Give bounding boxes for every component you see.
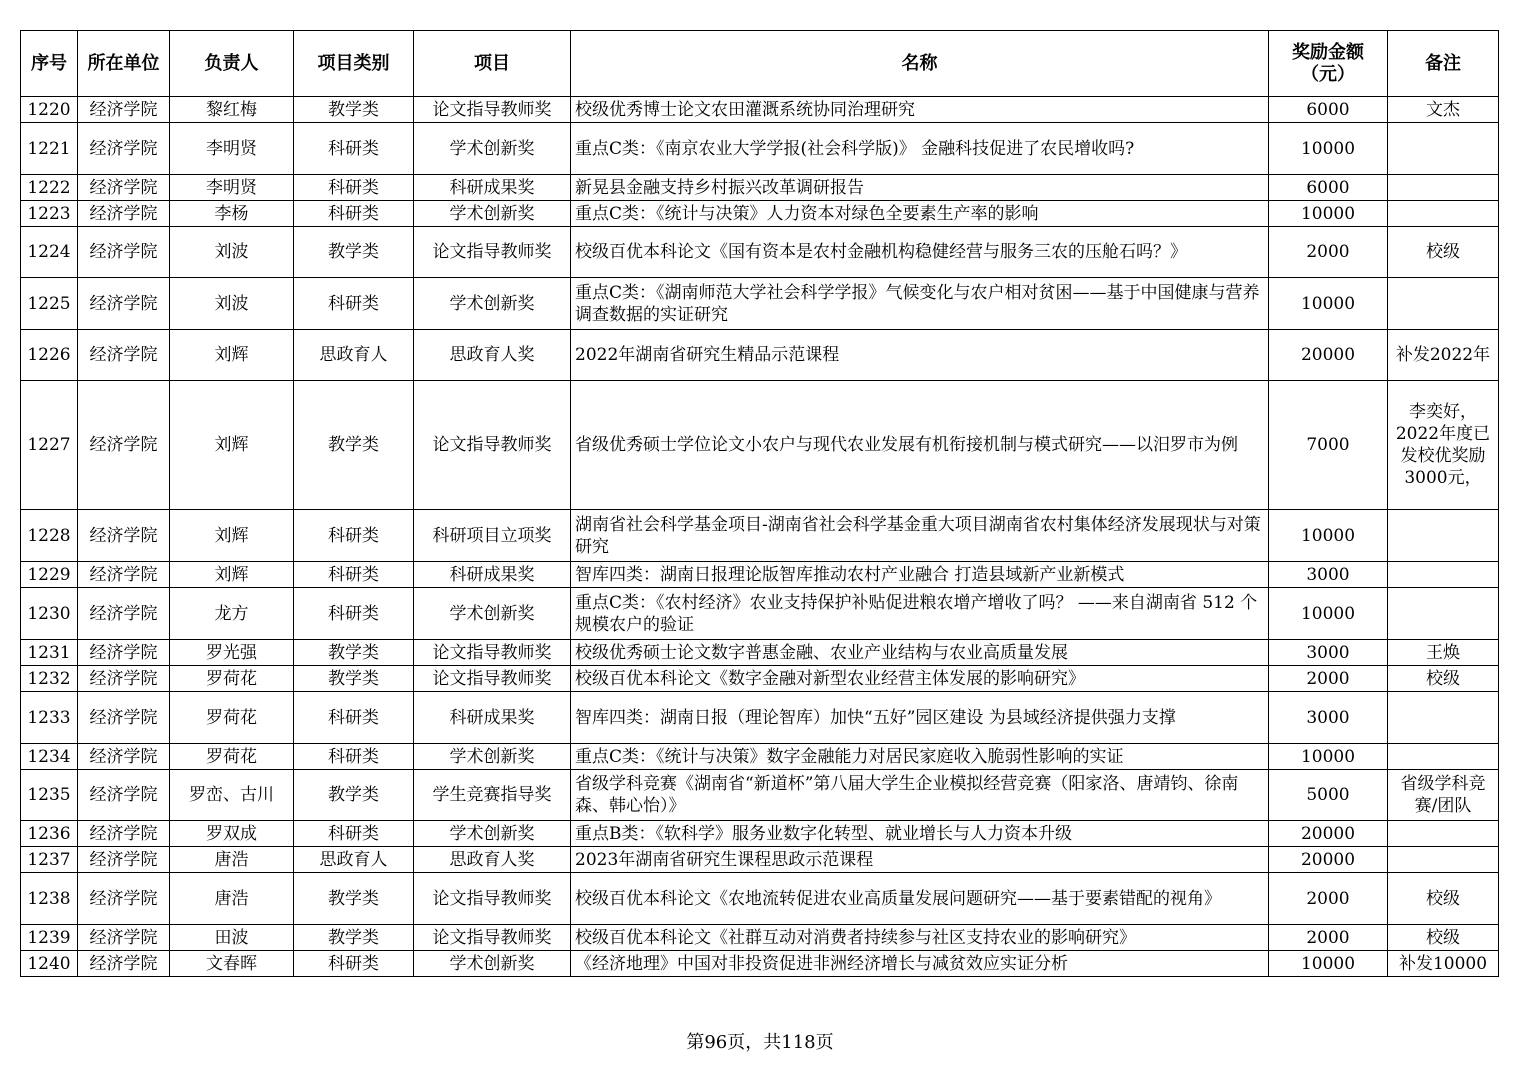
- cell-unit: 经济学院: [78, 951, 170, 977]
- cell-amount: 10000: [1269, 588, 1388, 640]
- header-cell: 名称: [571, 31, 1269, 97]
- cell-no: 1223: [21, 201, 78, 227]
- cell-note: 李奕好，2022年度已发校优奖励3000元，: [1388, 381, 1499, 510]
- cell-note: [1388, 562, 1499, 588]
- cell-name: 2023年湖南省研究生课程思政示范课程: [571, 847, 1269, 873]
- cell-person: 罗荷花: [170, 666, 294, 692]
- table-row: [21, 692, 1499, 744]
- cell-name: 重点B类：《软科学》服务业数字化转型、就业增长与人力资本升级: [571, 821, 1269, 847]
- cell-project: 论文指导教师奖: [414, 227, 571, 278]
- cell-project: 学术创新奖: [414, 123, 571, 175]
- page-footer: 第96页，共118页: [686, 1032, 834, 1053]
- cell-category: 教学类: [294, 640, 414, 666]
- cell-note: [1388, 588, 1499, 640]
- cell-no: 1225: [21, 278, 78, 330]
- cell-name: 校级百优本科论文《农地流转促进农业高质量发展问题研究——基于要素错配的视角》: [571, 873, 1269, 925]
- cell-no: 1230: [21, 588, 78, 640]
- cell-person: 罗峦、古川: [170, 770, 294, 821]
- cell-unit: 经济学院: [78, 510, 170, 562]
- cell-category: 教学类: [294, 381, 414, 510]
- cell-project: 学术创新奖: [414, 821, 571, 847]
- cell-no: 1226: [21, 330, 78, 381]
- cell-no: 1224: [21, 227, 78, 278]
- cell-person: 罗双成: [170, 821, 294, 847]
- table-row: [21, 381, 1499, 510]
- cell-no: 1221: [21, 123, 78, 175]
- cell-category: 教学类: [294, 873, 414, 925]
- table-row: [21, 123, 1499, 175]
- table-row: [21, 821, 1499, 847]
- cell-note: [1388, 821, 1499, 847]
- table-row: [21, 951, 1499, 977]
- cell-category: 科研类: [294, 588, 414, 640]
- cell-project: 学术创新奖: [414, 744, 571, 770]
- cell-project: 思政育人奖: [414, 847, 571, 873]
- cell-unit: 经济学院: [78, 847, 170, 873]
- cell-project: 科研项目立项奖: [414, 510, 571, 562]
- cell-no: 1237: [21, 847, 78, 873]
- cell-category: 思政育人: [294, 847, 414, 873]
- cell-category: 思政育人: [294, 330, 414, 381]
- cell-unit: 经济学院: [78, 227, 170, 278]
- cell-category: 科研类: [294, 278, 414, 330]
- cell-unit: 经济学院: [78, 588, 170, 640]
- header-cell: 序号: [21, 31, 78, 97]
- cell-project: 科研成果奖: [414, 562, 571, 588]
- cell-category: 教学类: [294, 770, 414, 821]
- cell-amount: 3000: [1269, 640, 1388, 666]
- cell-name: 省级优秀硕士学位论文小农户与现代农业发展有机衔接机制与模式研究——以汨罗市为例: [571, 381, 1269, 510]
- cell-amount: 2000: [1269, 925, 1388, 951]
- header-cell: 所在单位: [78, 31, 170, 97]
- cell-category: 科研类: [294, 744, 414, 770]
- cell-no: 1227: [21, 381, 78, 510]
- cell-note: [1388, 175, 1499, 201]
- cell-note: 补发2022年: [1388, 330, 1499, 381]
- header-cell: 项目类别: [294, 31, 414, 97]
- cell-category: 科研类: [294, 123, 414, 175]
- cell-amount: 10000: [1269, 744, 1388, 770]
- cell-unit: 经济学院: [78, 770, 170, 821]
- cell-project: 论文指导教师奖: [414, 873, 571, 925]
- cell-person: 罗荷花: [170, 692, 294, 744]
- cell-person: 李明贤: [170, 123, 294, 175]
- cell-unit: 经济学院: [78, 640, 170, 666]
- cell-unit: 经济学院: [78, 666, 170, 692]
- cell-no: 1238: [21, 873, 78, 925]
- cell-name: 智库四类：湖南日报（理论智库）加快“五好”园区建设 为县域经济提供强力支撑: [571, 692, 1269, 744]
- cell-person: 刘辉: [170, 381, 294, 510]
- cell-amount: 6000: [1269, 97, 1388, 123]
- cell-no: 1222: [21, 175, 78, 201]
- table-row: [21, 510, 1499, 562]
- header-cell: 奖励金额（元）: [1269, 31, 1388, 97]
- cell-category: 科研类: [294, 692, 414, 744]
- cell-person: 黎红梅: [170, 97, 294, 123]
- cell-name: 湖南省社会科学基金项目-湖南省社会科学基金重大项目湖南省农村集体经济发展现状与对策研究: [571, 510, 1269, 562]
- cell-category: 科研类: [294, 201, 414, 227]
- cell-unit: 经济学院: [78, 925, 170, 951]
- cell-name: 校级百优本科论文《数字金融对新型农业经营主体发展的影响研究》: [571, 666, 1269, 692]
- cell-person: 刘波: [170, 278, 294, 330]
- cell-no: 1232: [21, 666, 78, 692]
- cell-category: 科研类: [294, 175, 414, 201]
- cell-person: 罗光强: [170, 640, 294, 666]
- cell-project: 论文指导教师奖: [414, 97, 571, 123]
- cell-person: 李明贤: [170, 175, 294, 201]
- cell-person: 刘辉: [170, 330, 294, 381]
- table-row: [21, 562, 1499, 588]
- cell-project: 学术创新奖: [414, 951, 571, 977]
- cell-unit: 经济学院: [78, 97, 170, 123]
- cell-person: 罗荷花: [170, 744, 294, 770]
- cell-category: 教学类: [294, 666, 414, 692]
- cell-person: 李杨: [170, 201, 294, 227]
- cell-note: [1388, 847, 1499, 873]
- cell-name: 重点C类：《统计与决策》数字金融能力对居民家庭收入脆弱性影响的实证: [571, 744, 1269, 770]
- cell-note: 王焕: [1388, 640, 1499, 666]
- cell-unit: 经济学院: [78, 201, 170, 227]
- cell-category: 教学类: [294, 925, 414, 951]
- table-row: [21, 873, 1499, 925]
- cell-name: 省级学科竞赛《湖南省“新道杯”第八届大学生企业模拟经营竞赛（阳家洛、唐靖钧、徐南森、韩心怡）》: [571, 770, 1269, 821]
- cell-note: [1388, 201, 1499, 227]
- cell-project: 思政育人奖: [414, 330, 571, 381]
- cell-name: 重点C类：《南京农业大学学报(社会科学版)》 金融科技促进了农民增收吗?: [571, 123, 1269, 175]
- table-header-row: [21, 31, 1499, 97]
- cell-project: 科研成果奖: [414, 692, 571, 744]
- cell-note: [1388, 692, 1499, 744]
- cell-amount: 10000: [1269, 123, 1388, 175]
- cell-no: 1239: [21, 925, 78, 951]
- cell-no: 1236: [21, 821, 78, 847]
- table-row: [21, 97, 1499, 123]
- header-cell: 备注: [1388, 31, 1499, 97]
- cell-amount: 7000: [1269, 381, 1388, 510]
- table-row: [21, 744, 1499, 770]
- cell-amount: 2000: [1269, 227, 1388, 278]
- cell-project: 科研成果奖: [414, 175, 571, 201]
- cell-amount: 20000: [1269, 847, 1388, 873]
- cell-name: 重点C类：《农村经济》农业支持保护补贴促进粮农增产增收了吗？ ——来自湖南省 512 个规模农户的验证: [571, 588, 1269, 640]
- cell-person: 唐浩: [170, 847, 294, 873]
- cell-unit: 经济学院: [78, 562, 170, 588]
- cell-unit: 经济学院: [78, 821, 170, 847]
- cell-category: 科研类: [294, 821, 414, 847]
- cell-no: 1229: [21, 562, 78, 588]
- cell-note: 补发10000: [1388, 951, 1499, 977]
- cell-note: 校级: [1388, 873, 1499, 925]
- cell-project: 论文指导教师奖: [414, 666, 571, 692]
- cell-project: 论文指导教师奖: [414, 925, 571, 951]
- table-row: [21, 925, 1499, 951]
- cell-name: 新晃县金融支持乡村振兴改革调研报告: [571, 175, 1269, 201]
- header-cell: 负责人: [170, 31, 294, 97]
- cell-name: 智库四类：湖南日报理论版智库推动农村产业融合 打造县域新产业新模式: [571, 562, 1269, 588]
- table-row: [21, 227, 1499, 278]
- cell-note: 校级: [1388, 227, 1499, 278]
- cell-person: 刘波: [170, 227, 294, 278]
- cell-name: 校级百优本科论文《国有资本是农村金融机构稳健经营与服务三农的压舱石吗？》: [571, 227, 1269, 278]
- table-row: [21, 640, 1499, 666]
- cell-amount: 10000: [1269, 278, 1388, 330]
- cell-amount: 6000: [1269, 175, 1388, 201]
- cell-name: 2022年湖南省研究生精品示范课程: [571, 330, 1269, 381]
- cell-amount: 2000: [1269, 873, 1388, 925]
- cell-project: 论文指导教师奖: [414, 640, 571, 666]
- table-row: [21, 175, 1499, 201]
- cell-name: 重点C类：《湖南师范大学社会科学学报》气候变化与农户相对贫困——基于中国健康与营养调查数据的实证研究: [571, 278, 1269, 330]
- table-row: [21, 666, 1499, 692]
- table-body: [21, 97, 1499, 977]
- cell-category: 教学类: [294, 97, 414, 123]
- cell-unit: 经济学院: [78, 278, 170, 330]
- cell-unit: 经济学院: [78, 873, 170, 925]
- table-row: [21, 278, 1499, 330]
- cell-category: 科研类: [294, 562, 414, 588]
- cell-category: 教学类: [294, 227, 414, 278]
- cell-person: 龙方: [170, 588, 294, 640]
- cell-note: 文杰: [1388, 97, 1499, 123]
- cell-unit: 经济学院: [78, 381, 170, 510]
- cell-no: 1235: [21, 770, 78, 821]
- cell-note: 校级: [1388, 666, 1499, 692]
- cell-person: 刘辉: [170, 510, 294, 562]
- cell-name: 校级百优本科论文《社群互动对消费者持续参与社区支持农业的影响研究》: [571, 925, 1269, 951]
- cell-project: 学术创新奖: [414, 588, 571, 640]
- cell-note: 省级学科竞赛/团队: [1388, 770, 1499, 821]
- cell-unit: 经济学院: [78, 744, 170, 770]
- cell-name: 校级优秀博士论文农田灌溉系统协同治理研究: [571, 97, 1269, 123]
- cell-no: 1220: [21, 97, 78, 123]
- cell-project: 学生竞赛指导奖: [414, 770, 571, 821]
- cell-project: 学术创新奖: [414, 201, 571, 227]
- cell-amount: 20000: [1269, 330, 1388, 381]
- cell-no: 1233: [21, 692, 78, 744]
- cell-amount: 10000: [1269, 951, 1388, 977]
- cell-name: 《经济地理》中国对非投资促进非洲经济增长与减贫效应实证分析: [571, 951, 1269, 977]
- cell-no: 1234: [21, 744, 78, 770]
- cell-unit: 经济学院: [78, 175, 170, 201]
- cell-person: 田波: [170, 925, 294, 951]
- cell-no: 1231: [21, 640, 78, 666]
- cell-person: 唐浩: [170, 873, 294, 925]
- table-row: [21, 847, 1499, 873]
- cell-person: 文春晖: [170, 951, 294, 977]
- cell-unit: 经济学院: [78, 330, 170, 381]
- table-row: [21, 588, 1499, 640]
- cell-amount: 10000: [1269, 510, 1388, 562]
- cell-amount: 2000: [1269, 666, 1388, 692]
- cell-name: 重点C类：《统计与决策》人力资本对绿色全要素生产率的影响: [571, 201, 1269, 227]
- cell-no: 1228: [21, 510, 78, 562]
- cell-amount: 3000: [1269, 562, 1388, 588]
- cell-note: [1388, 278, 1499, 330]
- cell-amount: 3000: [1269, 692, 1388, 744]
- cell-note: [1388, 744, 1499, 770]
- cell-person: 刘辉: [170, 562, 294, 588]
- cell-unit: 经济学院: [78, 123, 170, 175]
- table-row: [21, 201, 1499, 227]
- header-cell: 项目: [414, 31, 571, 97]
- cell-project: 学术创新奖: [414, 278, 571, 330]
- table-row: [21, 770, 1499, 821]
- cell-note: 校级: [1388, 925, 1499, 951]
- cell-name: 校级优秀硕士论文数字普惠金融、农业产业结构与农业高质量发展: [571, 640, 1269, 666]
- cell-unit: 经济学院: [78, 692, 170, 744]
- cell-amount: 10000: [1269, 201, 1388, 227]
- table-row: [21, 330, 1499, 381]
- cell-note: [1388, 123, 1499, 175]
- cell-project: 论文指导教师奖: [414, 381, 571, 510]
- cell-no: 1240: [21, 951, 78, 977]
- cell-category: 科研类: [294, 510, 414, 562]
- cell-amount: 20000: [1269, 821, 1388, 847]
- award-table: [20, 30, 1499, 977]
- cell-note: [1388, 510, 1499, 562]
- cell-category: 科研类: [294, 951, 414, 977]
- cell-amount: 5000: [1269, 770, 1388, 821]
